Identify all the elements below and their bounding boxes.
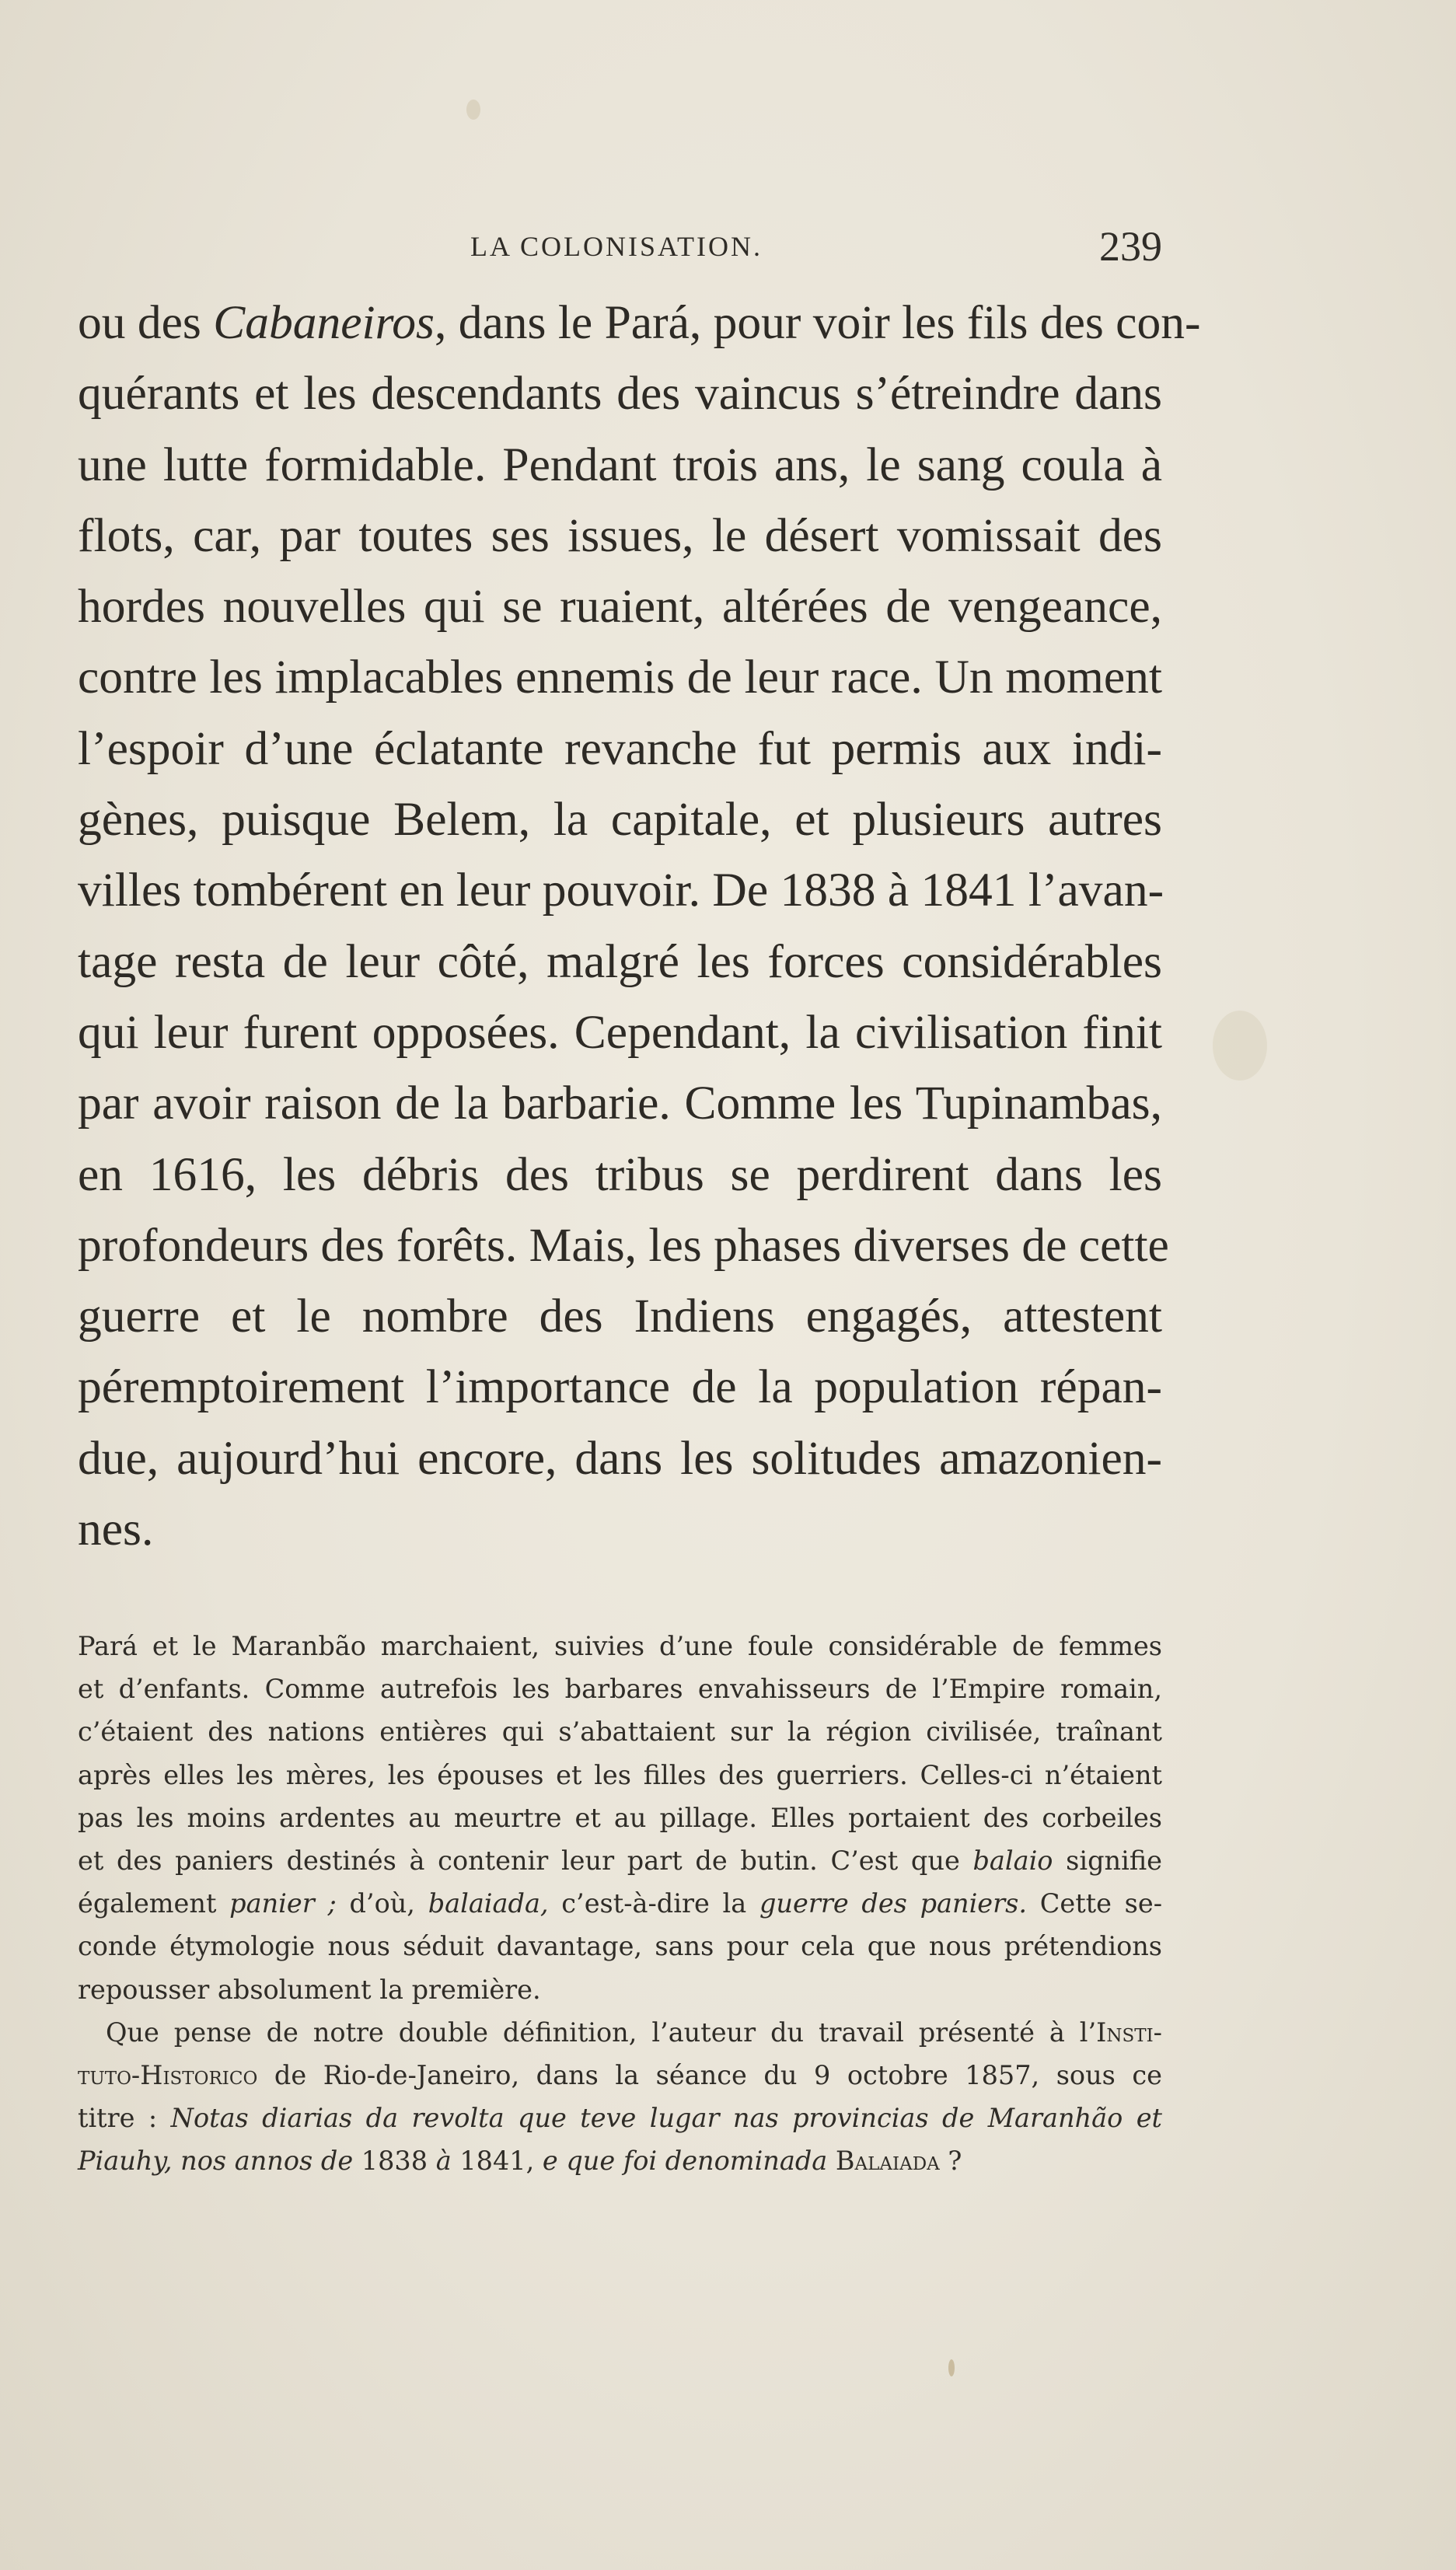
footnote-line: titre : Notas diarias da revolta que teve lugar nas provincias de Maranhão et bbox=[78, 2103, 1163, 2134]
text-line: guerre et le nombre des Indiens engagés, attestent bbox=[78, 1290, 1162, 1343]
text-line: péremptoirement l’importance de la population répan- bbox=[78, 1360, 1162, 1414]
footnote-line: également panier ; d’où, balaiada, c’est-à-dire la guerre des paniers. Cette se- bbox=[78, 1888, 1163, 1919]
footnote-line: Pará et le Maranbão marchaient, suivies d’une foule considérable de femmes bbox=[78, 1631, 1162, 1661]
text-line: flots, car, par toutes ses issues, le désert vomissait des bbox=[78, 508, 1162, 562]
footnote-line: et des paniers destinés à contenir leur part de butin. C’est que balaio signifie bbox=[78, 1845, 1162, 1876]
text-line: profondeurs des forêts. Mais, les phases diverses de cette bbox=[78, 1218, 1169, 1272]
text-line: l’espoir d’une éclatante revanche fut permis aux indi- bbox=[78, 721, 1162, 775]
footnote-line: après elles les mères, les épouses et les filles des guerriers. Celles-ci n’étaient bbox=[78, 1759, 1162, 1790]
paper-stain bbox=[1213, 1011, 1267, 1081]
text-line: villes tombérent en leur pouvoir. De 1838 à 1841 l’avan- bbox=[78, 864, 1164, 917]
footnote-line: Piauhy, nos annos de 1838 à 1841, e que foi denominada Balaiada ? bbox=[78, 2146, 962, 2177]
footnote-line: conde étymologie nous séduit davantage, sans pour cela que nous prétendions bbox=[78, 1931, 1162, 1962]
footnote-line: tuto-Historico de Rio-de-Janeiro, dans la séance du 9 octobre 1857, sous ce bbox=[78, 2059, 1162, 2090]
text-line: due, aujourd’hui encore, dans les solitudes amazonien- bbox=[78, 1431, 1162, 1485]
text-line: qui leur furent opposées. Cependant, la civilisation finit bbox=[78, 1005, 1162, 1059]
footnote-line: c’étaient des nations entières qui s’abattaient sur la région civilisée, traînant bbox=[78, 1716, 1162, 1748]
text-line: nes. bbox=[78, 1503, 154, 1556]
text-line: ou des Cabaneiros, dans le Pará, pour voir les fils des con- bbox=[78, 296, 1201, 349]
text-line: par avoir raison de la barbarie. Comme les Tupinambas, bbox=[78, 1077, 1162, 1130]
text-line: tage resta de leur côté, malgré les forces considérables bbox=[78, 934, 1162, 988]
footnote-line: pas les moins ardentes au meurtre et au pillage. Elles portaient des corbeiles bbox=[78, 1802, 1162, 1833]
text-line: une lutte formidable. Pendant trois ans, le sang coula à bbox=[78, 438, 1162, 491]
page-header bbox=[78, 225, 1162, 272]
footnote-line: Que pense de notre double définition, l’auteur du travail présenté à l’Insti- bbox=[106, 2017, 1162, 2048]
text-line: quérants et les descendants des vaincus s’étreindre dans bbox=[78, 367, 1162, 421]
footnote-line: et d’enfants. Comme autrefois les barbares envahisseurs de l’Empire romain, bbox=[78, 1674, 1162, 1705]
text-line: en 1616, les débris des tribus se perdirent dans les bbox=[78, 1147, 1162, 1201]
running-title: LA COLONISATION. bbox=[470, 231, 763, 262]
text-line: gènes, puisque Belem, la capitale, et plusieurs autres bbox=[78, 793, 1162, 847]
page-number: 239 bbox=[1099, 223, 1162, 270]
text-line: contre les implacables ennemis de leur race. Un moment bbox=[78, 651, 1162, 704]
main-text bbox=[78, 288, 1201, 1565]
paper-stain bbox=[466, 100, 480, 120]
footnote-line: repousser absolument la première. bbox=[78, 1974, 541, 2005]
paper-stain bbox=[948, 2359, 955, 2376]
text-line: hordes nouvelles qui se ruaient, altérées de vengeance, bbox=[78, 580, 1162, 634]
footnote bbox=[78, 1625, 1162, 2182]
